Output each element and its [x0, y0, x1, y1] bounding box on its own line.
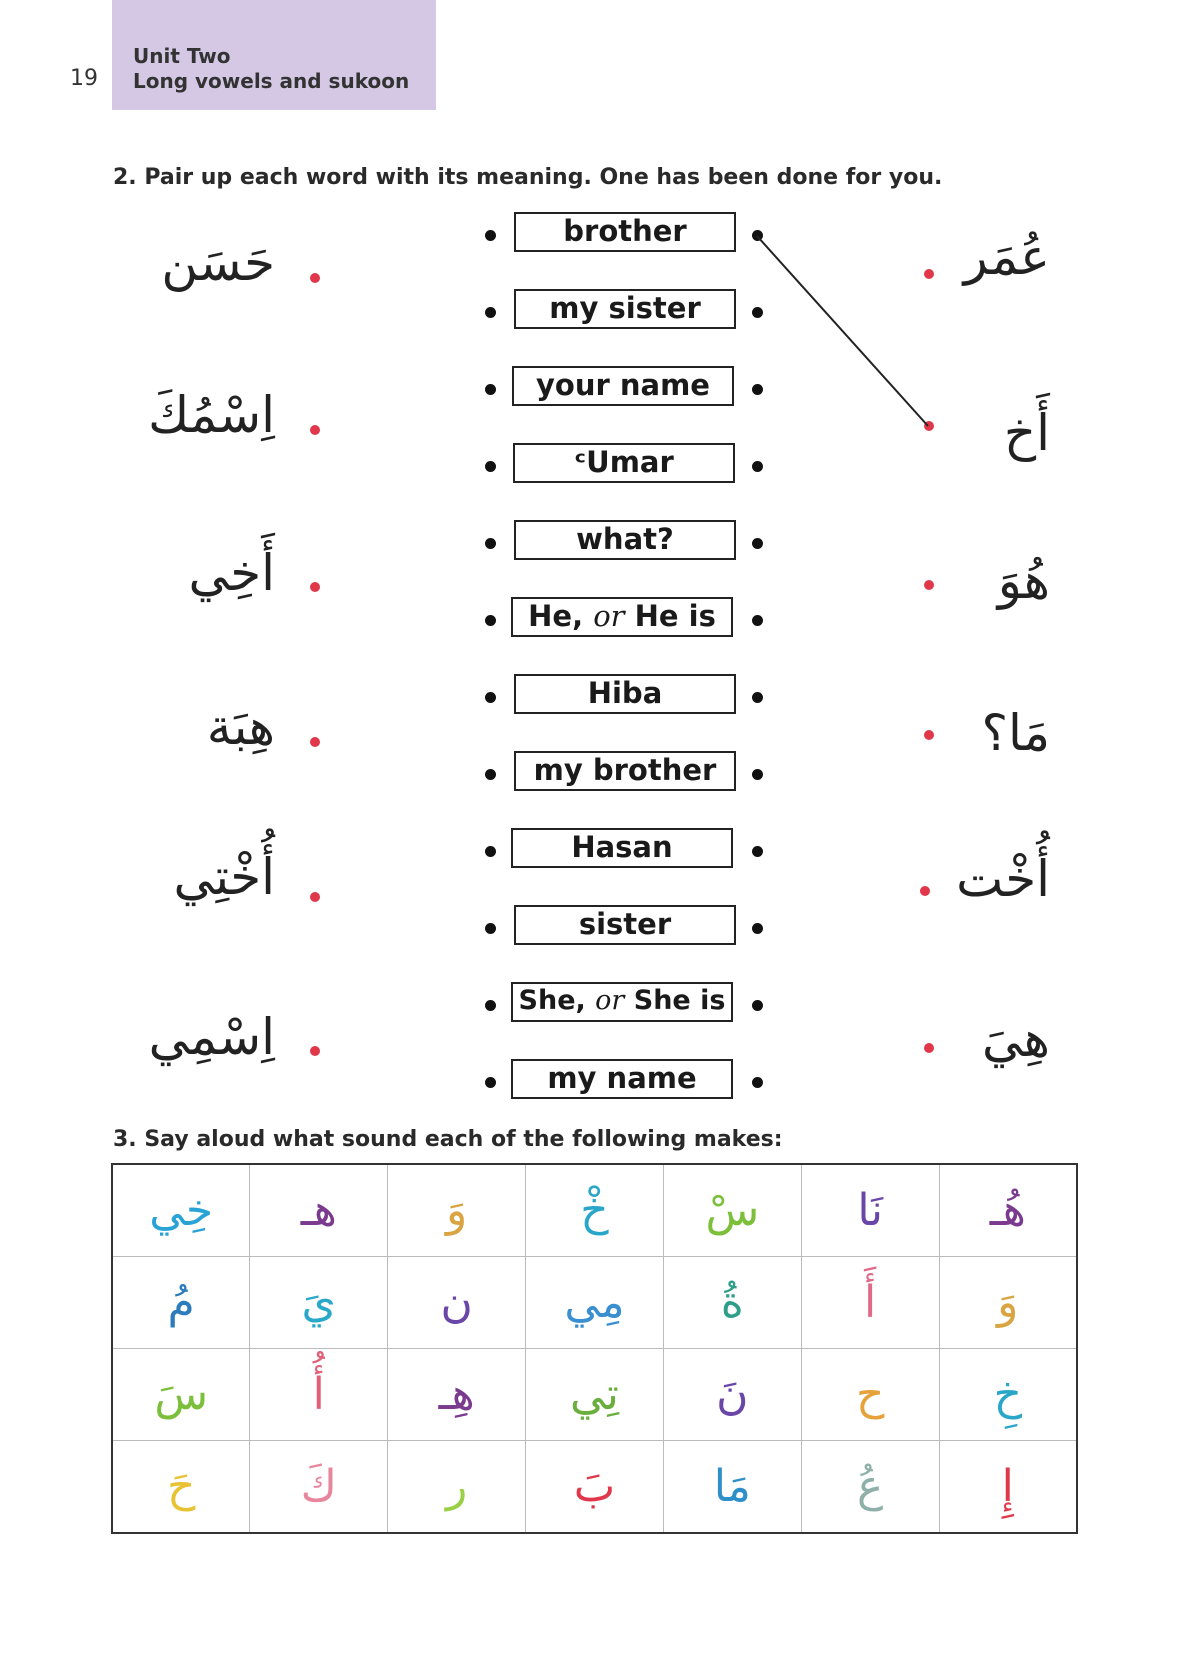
sound-cell: ةُ — [663, 1257, 801, 1349]
meaning-box[interactable]: my name — [511, 1059, 733, 1099]
left-word: هِبَة — [206, 698, 275, 756]
left-word: اِسْمِي — [148, 1008, 275, 1066]
meaning-box[interactable]: Hasan — [511, 828, 733, 868]
sound-cell: إِ — [939, 1441, 1077, 1534]
sound-cell: ن — [388, 1257, 526, 1349]
sound-cell: هُـ — [939, 1164, 1077, 1257]
sound-cell: سْ — [663, 1164, 801, 1257]
meaning-box[interactable]: my sister — [514, 289, 736, 329]
sound-cell: خِ — [939, 1349, 1077, 1441]
sounds-row — [112, 1257, 1077, 1349]
meaning-text: He is — [624, 599, 716, 633]
meaning-box[interactable]: sister — [514, 905, 736, 945]
sound-cell: مِي — [526, 1257, 664, 1349]
meaning-text: She is — [624, 985, 726, 1016]
right-word: أَخ — [1003, 404, 1050, 462]
left-word: أُخْتِي — [173, 848, 275, 906]
sound-cell: عُ — [801, 1441, 939, 1534]
right-word: هِيَ — [981, 1010, 1050, 1068]
unit-title: Unit Two — [133, 44, 231, 68]
sound-cell: هـ — [250, 1164, 388, 1257]
meaning-box[interactable]: Hiba — [514, 674, 736, 714]
sound-cell: خْ — [526, 1164, 664, 1257]
page-number: 19 — [70, 66, 98, 91]
sound-cell: مَا — [663, 1441, 801, 1534]
meaning-box[interactable]: my brother — [514, 751, 736, 791]
sound-cell: وَ — [939, 1257, 1077, 1349]
sounds-row — [112, 1349, 1077, 1441]
sound-cell: ر — [388, 1441, 526, 1534]
sound-cell: بَ — [526, 1441, 664, 1534]
sound-cell: حَ — [112, 1441, 250, 1534]
sound-cell: نَ — [663, 1349, 801, 1441]
sound-cell: نَا — [801, 1164, 939, 1257]
exercise3-instruction: 3. Say aloud what sound each of the following makes: — [113, 1127, 783, 1152]
sound-cell: يَ — [250, 1257, 388, 1349]
sound-cell: خِي — [112, 1164, 250, 1257]
meaning-or: or — [595, 985, 625, 1016]
right-word: مَا؟ — [981, 704, 1050, 762]
left-word: حَسَن — [161, 234, 275, 292]
meaning-text: He, — [528, 599, 594, 633]
unit-topic: Long vowels and sukoon — [133, 69, 410, 93]
left-word: اِسْمُكَ — [148, 386, 275, 444]
sound-cell: مُ — [112, 1257, 250, 1349]
sound-cell: كَ — [250, 1441, 388, 1534]
sound-cell: تِي — [526, 1349, 664, 1441]
sounds-row — [112, 1164, 1077, 1257]
sounds-row — [112, 1441, 1077, 1534]
sound-cell: سَ — [112, 1349, 250, 1441]
right-word: هُوَ — [997, 552, 1050, 610]
meaning-text: She, — [518, 985, 596, 1016]
sound-cell: أَ — [801, 1257, 939, 1349]
exercise2-instruction: 2. Pair up each word with its meaning. One has been done for you. — [113, 165, 943, 190]
meaning-or: or — [593, 599, 625, 633]
sound-cell: وَ — [388, 1164, 526, 1257]
sound-cell: أُ — [250, 1349, 388, 1441]
meaning-box[interactable]: ᶜUmar — [513, 443, 735, 483]
meaning-box[interactable]: brother — [514, 212, 736, 252]
left-word: أَخِي — [188, 544, 275, 602]
sound-cell: ح — [801, 1349, 939, 1441]
sounds-table — [111, 1163, 1078, 1534]
meaning-box[interactable]: your name — [512, 366, 734, 406]
sound-cell: هِـ — [388, 1349, 526, 1441]
right-word: أُخْت — [956, 850, 1050, 908]
right-word: عُمَر — [963, 228, 1050, 286]
meaning-box[interactable]: what? — [514, 520, 736, 560]
